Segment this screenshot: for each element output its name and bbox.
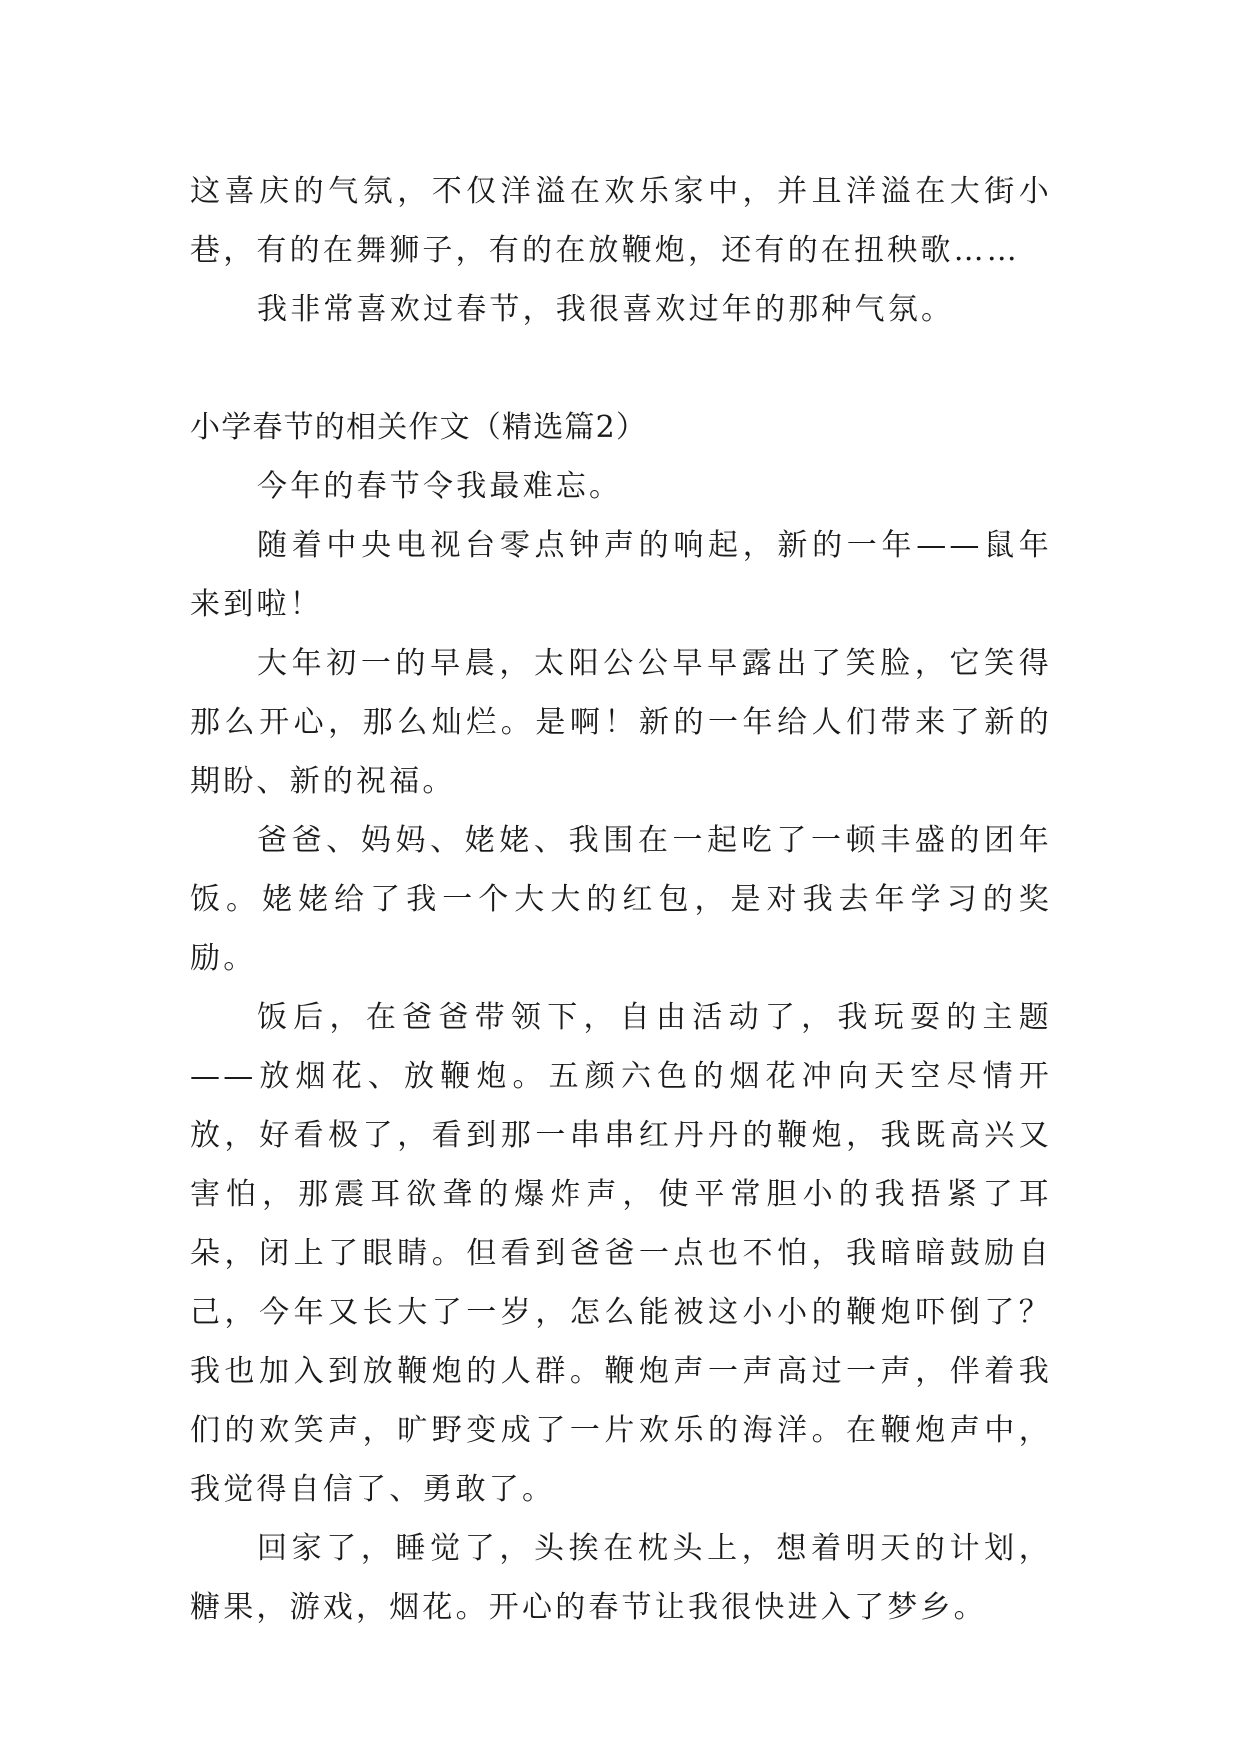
paragraph: 今年的春节令我最难忘。	[257, 469, 623, 504]
section-title: 小学春节的相关作文（精选篇2）	[190, 410, 648, 445]
paragraph: 饭后，在爸爸带领下，自由活动了，我玩耍的主题——放烟花、放鞭炮。五颜六色的烟花冲向天空尽情开放，好看极了，看到那一串串红丹丹的鞭炮，我既高兴又害怕，那震耳欲聋的爆炸声，使平常胆小的我捂紧了耳朵，闭上了眼睛。但看到爸爸一点也不怕，我暗暗鼓励自己，今年又长大了一岁，怎么能被这小小的鞭炮吓倒了？我也加入到放鞭炮的人群。鞭炮声一声高过一声，伴着我们的欢笑声，旷野变成了一片欢乐的海洋。在鞭炮声中，我觉得自信了、勇敢了。	[190, 1000, 1052, 1507]
paragraph: 大年初一的早晨，太阳公公早早露出了笑脸，它笑得那么开心，那么灿烂。是啊！新的一年给人们带来了新的期盼、新的祝福。	[190, 646, 1052, 799]
paragraph: 随着中央电视台零点钟声的响起，新的一年——鼠年来到啦！	[190, 528, 1052, 622]
paragraph-continuation: 这喜庆的气氛，不仅洋溢在欢乐家中，并且洋溢在大街小巷，有的在舞狮子，有的在放鞭炮，还有的在扭秧歌……	[190, 174, 1052, 268]
paragraph: 回家了，睡觉了，头挨在枕头上，想着明天的计划，糖果，游戏，烟花。开心的春节让我很快进入了梦乡。	[190, 1531, 1052, 1625]
document-body	[190, 162, 1052, 1637]
paragraph: 爸爸、妈妈、姥姥、我围在一起吃了一顿丰盛的团年饭。姥姥给了我一个大大的红包，是对我去年学习的奖励。	[190, 823, 1052, 976]
paragraph: 我非常喜欢过春节，我很喜欢过年的那种气氛。	[257, 292, 955, 327]
